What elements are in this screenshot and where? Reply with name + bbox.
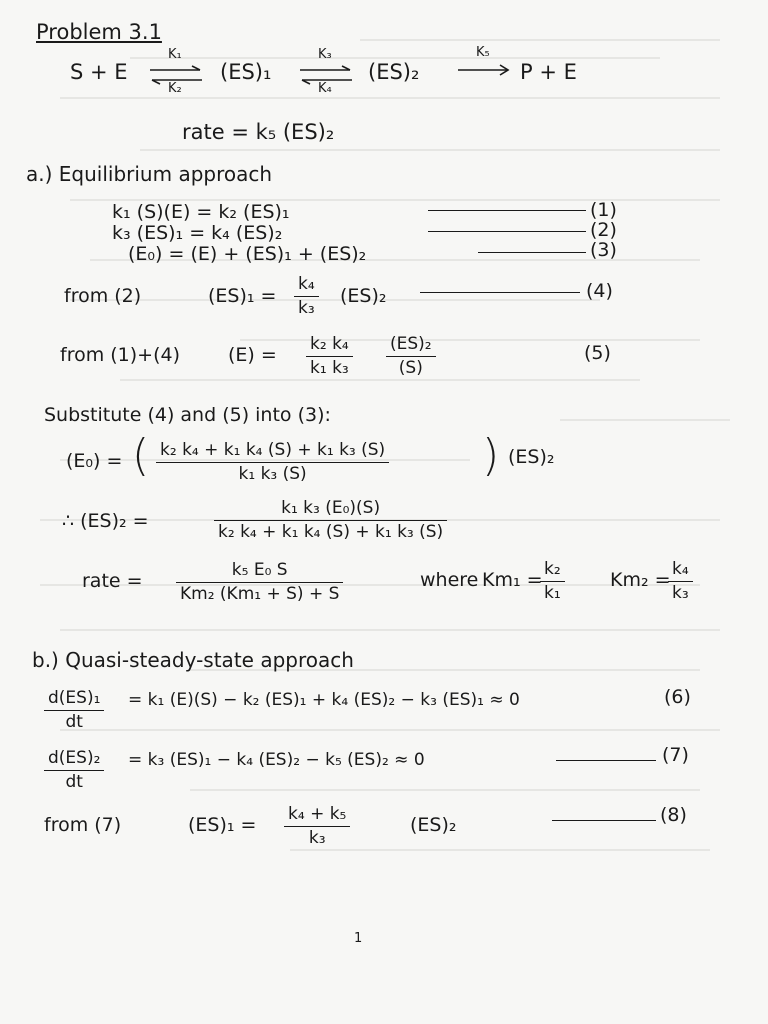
from-2-label: from (2) <box>64 285 142 307</box>
d2-numerator: d(ES)₂ <box>48 748 101 768</box>
from-7-tail: (ES)₂ <box>410 814 457 836</box>
rate-definition: rate = k₅ (ES)₂ <box>182 120 335 144</box>
therefore-lhs: ∴ (ES)₂ = <box>62 510 149 532</box>
k1-label: K₁ <box>168 47 182 62</box>
e0-denominator: k₁ k₃ (S) <box>156 462 389 483</box>
eq-number-5: (5) <box>584 342 611 364</box>
eq1-rule <box>428 210 586 211</box>
substitute-instruction: Substitute (4) and (5) into (3): <box>44 404 331 426</box>
km2-denominator: k₃ <box>668 581 693 602</box>
rate-denominator: Km₂ (Km₁ + S) + S <box>176 582 343 603</box>
d2-denominator: dt <box>44 770 104 791</box>
from-7-fraction <box>284 806 350 847</box>
e0-fraction <box>156 442 389 483</box>
therefore-denominator: k₂ k₄ + k₁ k₄ (S) + k₁ k₃ (S) <box>214 520 447 541</box>
equilibrium-arrow-2-icon <box>298 66 354 86</box>
problem-title: Problem 3.1 <box>36 20 162 44</box>
km2-fraction <box>668 561 693 602</box>
eq-number-2: (2) <box>590 219 617 241</box>
reactants: S + E <box>70 60 128 84</box>
eq-number-1: (1) <box>590 199 617 221</box>
equilibrium-arrow-1-icon <box>148 66 204 86</box>
page-number: 1 <box>354 931 363 946</box>
from-2-tail: (ES)₂ <box>340 285 387 307</box>
equation-3: (E₀) = (E) + (ES)₁ + (ES)₂ <box>128 243 367 265</box>
k2-label: K₂ <box>168 81 182 96</box>
from-2-fraction <box>294 276 319 317</box>
eq-number-8: (8) <box>660 804 687 826</box>
from-1-4-fraction-2 <box>386 336 436 377</box>
from-1-4-numerator-2: (ES)₂ <box>390 334 432 354</box>
from-1-4-lhs: (E) = <box>228 344 277 366</box>
es2-species: (ES)₂ <box>368 60 420 84</box>
from-1-4-denominator-1: k₁ k₃ <box>306 356 353 377</box>
rate-fraction <box>176 562 343 603</box>
eq-number-4: (4) <box>586 280 613 302</box>
from-1-4-label: from (1)+(4) <box>60 344 181 366</box>
k5-label: K₅ <box>476 45 490 60</box>
km2-lhs: Km₂ = <box>610 569 671 591</box>
right-paren: ) <box>482 430 500 481</box>
left-paren: ( <box>132 430 150 481</box>
part-b-heading: b.) Quasi-steady-state approach <box>32 648 354 672</box>
equation-1: k₁ (S)(E) = k₂ (ES)₁ <box>112 201 290 223</box>
from-1-4-fraction-1 <box>306 336 353 377</box>
where-label: where <box>420 569 479 591</box>
eq8-rule <box>552 820 656 821</box>
e0-lhs: (E₀) = <box>66 450 123 472</box>
from-1-4-denominator-2: (S) <box>386 356 436 377</box>
forward-arrow-icon <box>456 64 512 76</box>
d2-rhs: = k₃ (ES)₁ − k₄ (ES)₂ − k₅ (ES)₂ ≈ 0 <box>128 750 425 770</box>
eq-number-3: (3) <box>590 239 617 261</box>
km1-denominator: k₁ <box>540 581 565 602</box>
d1-numerator: d(ES)₁ <box>48 688 101 708</box>
from-2-numerator: k₄ <box>298 274 315 294</box>
eq-number-6: (6) <box>664 686 691 708</box>
e0-numerator: k₂ k₄ + k₁ k₄ (S) + k₁ k₃ (S) <box>160 440 386 460</box>
k3-label: K₃ <box>318 47 332 62</box>
from-2-lhs: (ES)₁ = <box>208 285 277 307</box>
eq7-rule <box>556 760 656 761</box>
from-7-lhs: (ES)₁ = <box>188 814 257 836</box>
products: P + E <box>520 60 577 84</box>
km1-numerator: k₂ <box>544 559 561 579</box>
rate-lhs: rate = <box>82 570 143 592</box>
part-a-heading: a.) Equilibrium approach <box>26 162 273 186</box>
e0-tail: (ES)₂ <box>508 446 555 468</box>
from-7-numerator: k₄ + k₅ <box>288 804 347 824</box>
km2-numerator: k₄ <box>672 559 689 579</box>
from-7-label: from (7) <box>44 814 122 836</box>
eq2-rule <box>428 231 586 232</box>
km1-fraction <box>540 561 565 602</box>
eq3-rule <box>478 252 586 253</box>
rate-numerator: k₅ E₀ S <box>231 560 288 580</box>
therefore-numerator: k₁ k₃ (E₀)(S) <box>281 498 381 518</box>
d1-derivative <box>44 690 104 731</box>
k4-label: K₄ <box>318 81 332 96</box>
d1-rhs: = k₁ (E)(S) − k₂ (ES)₁ + k₄ (ES)₂ − k₃ (ES)₁ ≈ 0 <box>128 690 520 710</box>
from-7-denominator: k₃ <box>284 826 350 847</box>
eq-number-7: (7) <box>662 744 689 766</box>
eq4-rule <box>420 292 580 293</box>
from-2-denominator: k₃ <box>294 296 319 317</box>
d1-denominator: dt <box>44 710 104 731</box>
equation-2: k₃ (ES)₁ = k₄ (ES)₂ <box>112 222 283 244</box>
from-1-4-numerator-1: k₂ k₄ <box>310 334 349 354</box>
therefore-fraction <box>214 500 447 541</box>
d2-derivative <box>44 750 104 791</box>
km1-lhs: Km₁ = <box>482 569 543 591</box>
es1-species: (ES)₁ <box>220 60 272 84</box>
